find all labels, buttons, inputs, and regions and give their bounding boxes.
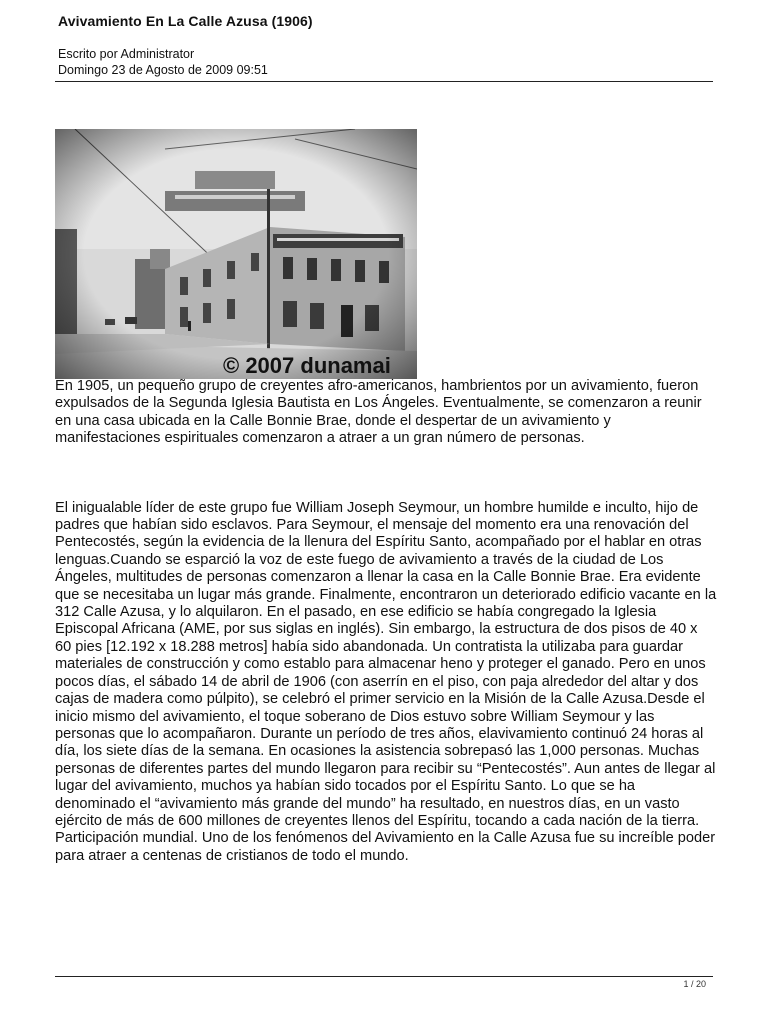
paragraph-2: El inigualable líder de este grupo fue William Joseph Seymour, un hombre humilde e inculto, hijo de padres que habían sido esclavos. Para Seymour, el mensaje del momento era una renovación del Pentecostés, según la evidencia de la llenura del Espíritu Santo, acompañado por el hablar en otras lenguas.Cuando se esparció la voz de este fuego de avivamiento a través de la ciudad de Los Ángeles, multitudes de personas comenzaron a llenar la casa en la Calle Bonnie Brae. Era evidente que se necesitaba un lugar más grande. Finalmente, encontraron un deteriorado edificio vacante en la 312 Calle Azusa, y lo alquilaron. En el pasado, en ese edificio se había congregado la Iglesia Episcopal Africana (AME, por sus siglas en inglés). Sin embargo, la estructura de dos pisos de 40 x 60 pies [12.192 x 18.288 metros] había sido abandonada. Un contratista la utilizaba para guardar materiales de construcción y como establo para almacenar heno y proteger el ganado. Pero en unos pocos días, el sábado 14 de abril de 1906 (con aserrín en el piso, con paja alrededor del altar y dos cajas de madera como púlpito), se celebró el primer servicio en la Misión de la Calle Azusa.Desde el inicio mismo del avivamiento, el toque soberano de Dios estuvo sobre William Seymour y las personas que lo acompañaron. Durante un período de tres años, elavivamiento continuó 24 horas al día, los siete días de la semana. En ocasiones la asistencia sobrepasó las 1,000 personas. Muchas personas de diferentes partes del mundo llegaron para recibir su “Pentecostés”. Aun antes de llegar al lugar del avivamiento, muchos ya habían sido tocados por el Espíritu Santo. Lo que se ha denominado el “avivamiento más grande del mundo” ha resultado, en nuestros días, en un vasto ejército de más de 600 millones de creyentes llenos del Espíritu, tocando a cada nación de la tierra. Participación mundial. Uno de los fenómenos del Avivamiento en la Calle Azusa fue su increíble poder para atraer a centenas de cristianos de todo el mundo. (55, 499, 717, 864)
photo-watermark: © 2007 dunamai (223, 353, 391, 378)
paragraph-1: En 1905, un pequeño grupo de creyentes afro-americanos, hambrientos por un avivamiento, fueron expulsados de la Segunda Iglesia Bautista en Los Ángeles. Eventualmente, se comenzaron a reunir en una casa ubicada en la Calle Bonnie Brae, donde el despertar de un avivamiento y manifestaciones espirituales comenzaron a atraer a un gran número de personas. (55, 378, 702, 447)
historic-photo (55, 129, 417, 379)
header-divider (55, 81, 713, 82)
article-body (55, 378, 717, 865)
document-title: Avivamiento En La Calle Azusa (1906) (58, 13, 313, 29)
document-meta (58, 46, 268, 78)
date-line: Domingo 23 de Agosto de 2009 09:51 (58, 63, 268, 77)
azusa-street-mission-image (55, 129, 417, 379)
footer-divider (55, 976, 713, 977)
page-number: 1 / 20 (683, 979, 706, 989)
author-line: Escrito por Administrator (58, 47, 195, 61)
